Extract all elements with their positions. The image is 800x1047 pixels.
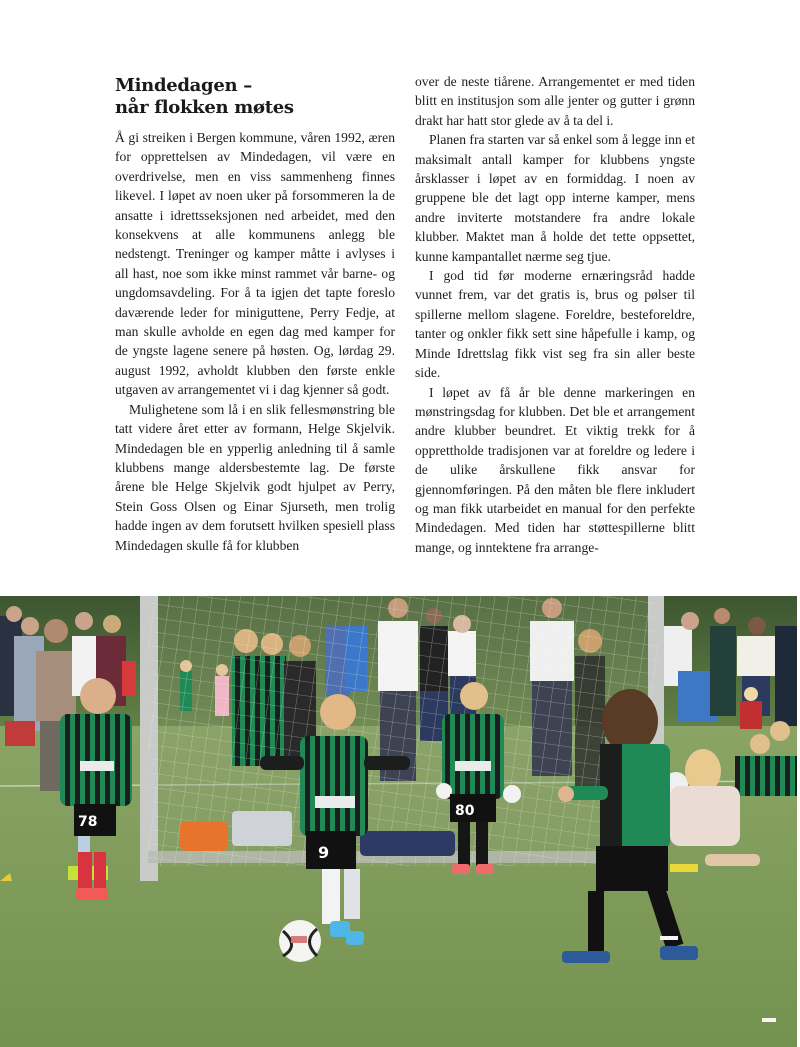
- football-photo: [0, 596, 797, 1047]
- article-left-column: [115, 72, 395, 555]
- title-line-2: når flokken møtes: [115, 97, 294, 118]
- paragraph: over de neste tiårene. Arrangementet er med tiden blitt en institusjon som alle jenter og gutter i grønn drakt har hatt stor glede av å ta del i.: [415, 74, 695, 128]
- paragraph: I god tid før moderne ernæringsråd hadde vunnet frem, var det gratis is, brus og pølser til spillerne mellom slagene. Foreldre, besteforeldre, tanter og onkler fikk sett sine håpefulle i kamp, og Minde Idrettslag fikk vist seg fra sin aller beste side.: [415, 268, 695, 381]
- svg-text:9: 9: [318, 843, 330, 862]
- article-title: [115, 75, 395, 119]
- paragraph: Planen fra starten var så enkel som å legge inn et maksimalt antall kamper for klubbens yngste årsklasser i løpet av en formiddag. I noen av gruppene ble det lagt opp interne kamper, mens andre inviterte motstandere fra andre lokale klubber. Maktet man å holde det tette oppsettet, kunne kampantallet nærme seg tjue.: [415, 132, 695, 264]
- title-line-1: Mindedagen –: [115, 75, 252, 96]
- paragraph: Mulighetene som lå i en slik fellesmønstring ble tatt videre året etter av formann, Helge Skjelvik. Mindedagen ble en ypperlig anledning til å samle klubbens mange aldersbestemte lag. De første årene ble Helge Skjelvik godt hjulpet av Perry, Stein Goss Olsen og Einar Sjurseth, men trolig hadde ingen av dem forutsett hvilken spesiell plass Mindedagen skulle få for klubben: [115, 401, 395, 553]
- paragraph: I løpet av få år ble denne markeringen en mønstringsdag for klubben. Det ble et arrangement andre klubber beundret. Et viktig trekk for å opprettholde tradisjonen var at foreldre og ledere i de ulike årskullene fikk ansvar for gjennomføringen. På den måten ble flere inkludert og man fikk utarbeidet en manual for den perfekte Mindedagen. Med tiden har støttespillerne blitt mange, og inntektene fra arrange-: [415, 384, 695, 555]
- ball: [279, 920, 321, 962]
- article-right-column: [415, 72, 695, 557]
- paragraph: Å gi streiken i Bergen kommune, våren 1992, æren for opprettelsen av Mindedagen, vil være en overdrivelse, men en viss sammenheng finnes likevel. I løpet av noen uker på forsommeren la de ansatte i idrettsseksjonen ned arbeidet, med den konsekvens at alle kommunens anlegg ble nedstengt. Treninger og kamper måtte i avlyses i all hast, noe som ikke minst rammet vår barne- og ungdomsavdeling. For å ta igjen det tapte foreslo daværende leder for miniguttene, Perry Fedje, at man skulle avholde en egen dag med kamper for de yngste lagene senere på høsten. Og, lørdag 29. august 1992, avholdt klubben den første enkle utgaven av arrangementet vi i dag kjenner så godt.: [115, 130, 395, 398]
- svg-text:80: 80: [455, 803, 475, 819]
- photo-illustration: [0, 596, 797, 1047]
- svg-text:78: 78: [78, 814, 98, 830]
